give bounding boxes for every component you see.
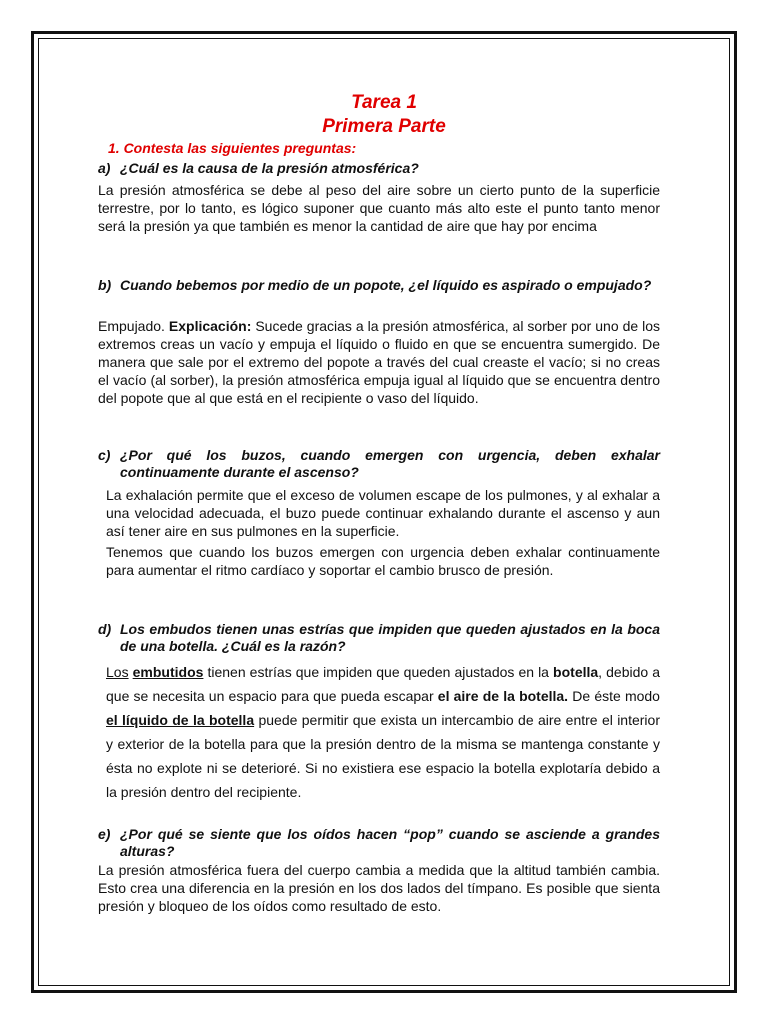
question-b	[98, 277, 660, 294]
answer-d-s2: embutidos	[132, 664, 204, 680]
question-e	[98, 826, 660, 860]
answer-d-s5: , debido a que se necesita un espacio para que pueda escapar	[106, 664, 661, 704]
question-a	[98, 160, 660, 177]
answer-d	[106, 660, 660, 804]
answer-d-s1: Los	[106, 664, 129, 680]
question-text: Cuando bebemos por medio de un popote, ¿el líquido es aspirado o empujado?	[120, 277, 652, 293]
section-heading: 1. Contesta las siguientes preguntas:	[108, 140, 357, 156]
answer-b-rest: Sucede gracias a la presión atmosférica, al sorber por uno de los extremos creas un vacío y empuja el líquido o fluido en que se encuentra sumergido. De manera que sale por el extremo del popote a través del cual creaste el vacío; si no creas el vacío (al sorber), la presión atmosférica empuja igual al líquido que se encuentra dentro del popote que al que está en el recipiente o vaso del líquido.	[98, 318, 661, 406]
answer-d-s3: tienen estrías que impiden que queden ajustados en la	[203, 664, 554, 680]
question-text: ¿Por qué los buzos, cuando emergen con urgencia, deben exhalar continuamente durante el ascenso?	[120, 447, 660, 480]
question-c	[98, 447, 660, 481]
question-label: c)	[98, 447, 111, 463]
answer-d-s7: De éste modo	[568, 688, 660, 704]
question-text: ¿Por qué se siente que los oídos hacen “pop” cuando se asciende a grandes alturas?	[120, 826, 660, 859]
question-label: e)	[98, 826, 111, 842]
answer-e: La presión atmosférica fuera del cuerpo cambia a medida que la altitud también cambia. Esto crea una diferencia en la presión en los dos lados del tímpano. Es posible que sienta presión y bloqueo de los oídos como resultado de esto.	[98, 862, 660, 914]
document-title: Tarea 1	[351, 92, 417, 113]
answer-a: La presión atmosférica se debe al peso del aire sobre un cierto punto de la superficie terrestre, por lo tanto, es lógico suponer que cuanto más alto este el punto tanto menor será la presión ya que también es menor la cantidad de aire que hay por encima	[98, 182, 660, 234]
answer-b	[98, 317, 660, 407]
document-subtitle: Primera Parte	[322, 116, 446, 137]
question-d	[98, 621, 660, 655]
question-text: ¿Cuál es la causa de la presión atmosférica?	[120, 160, 419, 176]
answer-d-s9: puede permitir que exista un intercambio de aire entre el interior y exterior de la botella para que la presión dentro de la misma se mantenga constante y ésta no explote ni se deterioré. Si no existiera ese espacio la botella explotaría debido a la presión dentro del recipiente.	[106, 712, 660, 800]
answer-b-lead: Empujado.	[98, 318, 169, 334]
answer-c-paragraph-1: La exhalación permite que el exceso de volumen escape de los pulmones, y al exhalar a una velocidad adecuada, el buzo puede continuar exhalando durante el ascenso y aun así tener aire en sus pulmones en la superficie.	[106, 487, 660, 539]
answer-d-s8: el líquido de la botella	[106, 712, 255, 728]
question-label: d)	[98, 621, 112, 637]
question-text: Los embudos tienen unas estrías que impiden que queden ajustados en la boca de una botella. ¿Cuál es la razón?	[120, 621, 660, 654]
answer-d-s6: el aire de la botella.	[437, 688, 569, 704]
answer-b-bold: Explicación:	[168, 318, 252, 334]
question-label: a)	[98, 160, 111, 176]
answer-d-s4: botella	[553, 664, 599, 680]
answer-c-paragraph-2: Tenemos que cuando los buzos emergen con urgencia deben exhalar continuamente para aumentar el ritmo cardíaco y soportar el cambio brusco de presión.	[106, 544, 660, 578]
question-label: b)	[98, 277, 112, 293]
